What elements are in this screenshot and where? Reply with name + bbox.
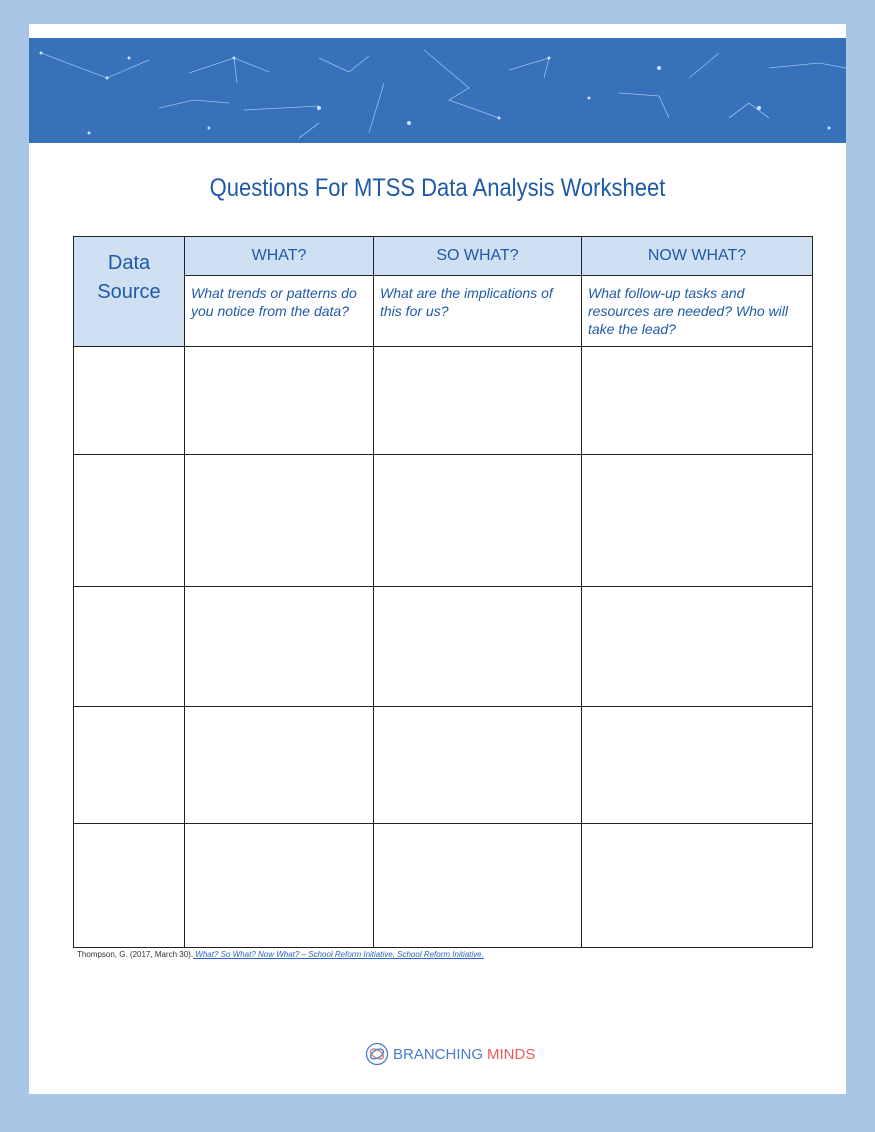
so-what-question: What are the implications of this for us? [374,276,582,347]
cell[interactable] [374,707,582,824]
cell[interactable] [74,707,185,824]
cell[interactable] [185,347,374,455]
branching-minds-logo [365,1042,535,1066]
what-question: What trends or patterns do you notice from the data? [185,276,374,347]
table-row [74,587,813,707]
cell[interactable] [374,455,582,587]
cell[interactable] [374,824,582,948]
cell[interactable] [374,347,582,455]
cell[interactable] [74,587,185,707]
logo-text-minds: MINDS [487,1045,536,1063]
so-what-header: SO WHAT? [374,237,582,276]
cell[interactable] [74,824,185,948]
logo-icon [365,1042,389,1066]
citation-text: Thompson, G. (2017, March 30). [77,950,194,959]
cell[interactable] [582,455,813,587]
table-row [74,455,813,587]
citation [77,950,484,959]
constellation-banner [29,38,846,143]
cell[interactable] [374,587,582,707]
cell[interactable] [185,824,374,948]
citation-link[interactable]: What? So What? Now What? – School Reform Initiative. School Reform Initiative. [193,950,484,959]
worksheet-table [73,236,813,948]
cell[interactable] [582,347,813,455]
cell[interactable] [582,824,813,948]
cell[interactable] [185,707,374,824]
cell[interactable] [185,455,374,587]
table-row [74,824,813,948]
what-header: WHAT? [185,237,374,276]
page-title: Questions For MTSS Data Analysis Worksheet [209,174,666,202]
cell[interactable] [74,347,185,455]
worksheet-page [29,24,846,1094]
cell[interactable] [74,455,185,587]
data-source-header: Data Source [74,237,185,347]
table-row [74,347,813,455]
now-what-header: NOW WHAT? [582,237,813,276]
cell[interactable] [582,587,813,707]
cell[interactable] [185,587,374,707]
now-what-question: What follow-up tasks and resources are needed? Who will take the lead? [582,276,813,347]
table-row [74,707,813,824]
logo-text-branching: BRANCHING [393,1045,484,1063]
cell[interactable] [582,707,813,824]
